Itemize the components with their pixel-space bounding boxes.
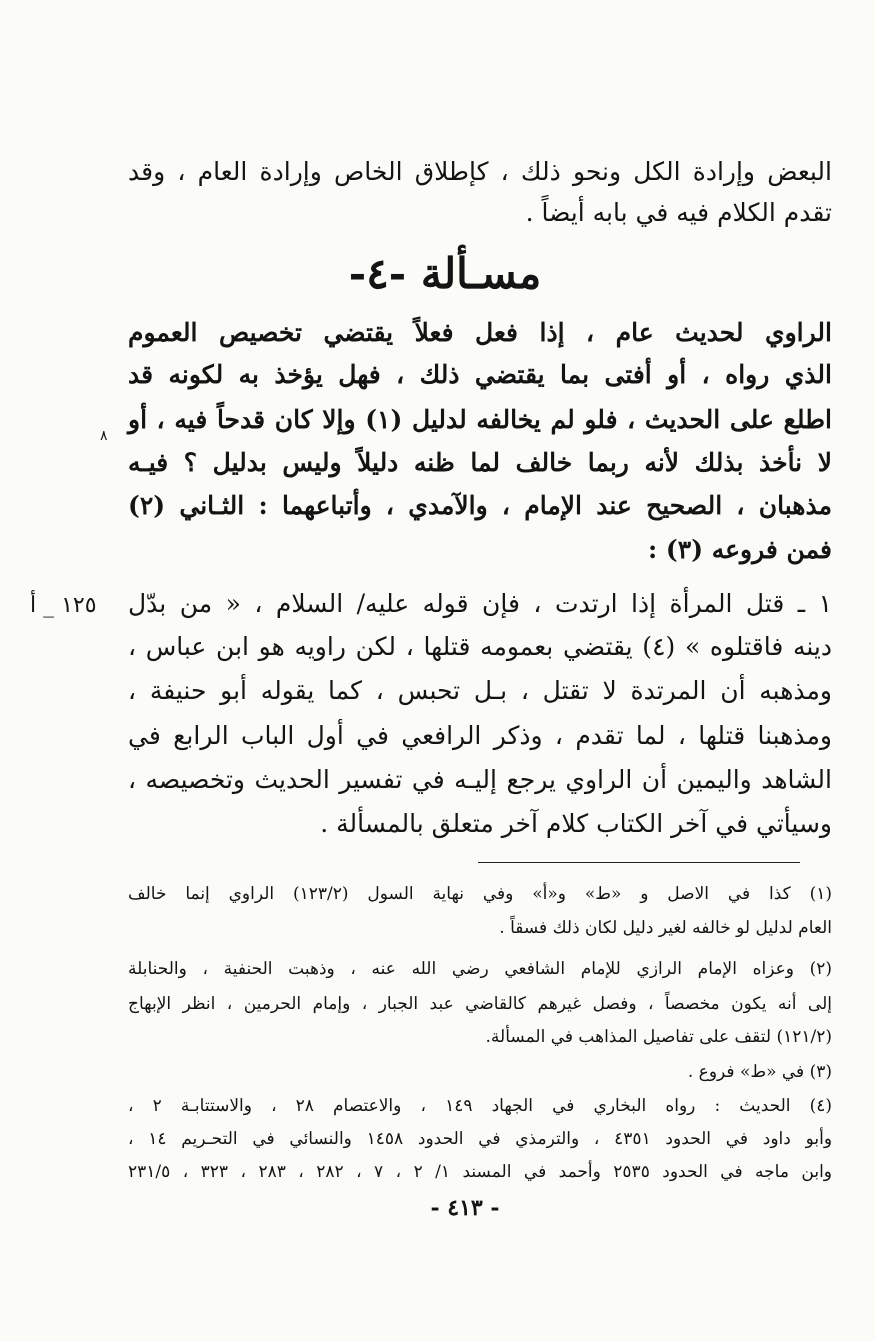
branch-line: دينه فاقتلوه » (٤) يقتضي بعمومه قتلها ، لكن راويه هو ابن عباس ، bbox=[128, 632, 833, 661]
branch-line: وسيأتي في آخر الكتاب كلام آخر متعلق بالمسألة . bbox=[320, 809, 832, 838]
intro-line: تقدم الكلام فيه في بابه أيضاً . bbox=[525, 198, 832, 227]
footnote-line: (٣) في «ط» فروع . bbox=[687, 1062, 832, 1082]
issue-line: الذي رواه ، أو أفتى بما يقتضي ذلك ، فهل يؤخذ به لكونه قد bbox=[128, 360, 832, 389]
section-heading: مسـألة -٤- bbox=[348, 249, 542, 298]
issue-line: مذهبان ، الصحيح عند الإمام ، والآمدي ، وأتباعهما : الثـاني (٢) bbox=[128, 491, 832, 520]
page-number: - ٤١٣ - bbox=[430, 1195, 500, 1221]
issue-line: فمن فروعه (٣) : bbox=[647, 535, 832, 564]
footnote-line: (١٢١/٢) لتقف على تفاصيل المذاهب في المسألة. bbox=[485, 1027, 832, 1047]
manuscript-folio-ref: ١٢٥ _ أ bbox=[30, 593, 97, 618]
footnote-line: العام لدليل لو خالفه لغير دليل لكان ذلك فسقاً . bbox=[499, 918, 832, 938]
footnote-line: وأبو داود في الحدود ٤٣٥١ ، والترمذي في الحدود ١٤٥٨ والنسائي في التحـريم ١٤ ، bbox=[128, 1129, 833, 1149]
footnote-line: إلى أنه يكون مخصصاً ، وفصل غيرهم كالقاضي عبد الجبار ، وإمام الحرمين ، انظر الإبهاج bbox=[128, 994, 832, 1014]
issue-line: اطلع على الحديث ، فلو لم يخالفه لدليل (١) وإلا كان قدحاً فيه ، أو bbox=[128, 405, 832, 434]
footnote-line: (١) كذا في الاصل و «ط» و«أ» وفي نهاية السول (١٢٣/٢) الراوي إنما خالف bbox=[128, 884, 832, 904]
issue-line: لا نأخذ بذلك لأنه ربما خالف لما ظنه دليلاً وليس بدليل ؟ فيـه bbox=[128, 448, 832, 477]
footnote-line: (٢) وعزاه الإمام الرازي للإمام الشافعي رضي الله عنه ، وذهبت الحنفية ، والحنابلة bbox=[128, 959, 832, 979]
issue-line: الراوي لحديث عام ، إذا فعل فعلاً يقتضي تخصيص العموم bbox=[128, 318, 832, 347]
branch-line: ١ ـ قتل المرأة إذا ارتدت ، فإن قوله عليه/ السلام ، « من بدّل bbox=[128, 589, 832, 618]
footnote-line: (٤) الحديث : رواه البخاري في الجهاد ١٤٩ ، والاعتصام ٢٨ ، والاستتابـة ٢ ، bbox=[128, 1096, 833, 1116]
footnote-line: وابن ماجه في الحدود ٢٥٣٥ وأحمد في المسند ١/ ٢ ، ٧ ، ٢٨٢ ، ٢٨٣ ، ٣٢٣ ، ٢٣١/٥ bbox=[128, 1162, 833, 1182]
branch-line: ومذهبه أن المرتدة لا تقتل ، بـل تحبس ، كما يقوله أبو حنيفة ، bbox=[128, 676, 832, 705]
footnote-divider bbox=[478, 862, 800, 863]
branch-line: الشاهد واليمين أن الراوي يرجع إليـه في تفسير الحديث وتخصيصه ، bbox=[128, 765, 832, 794]
intro-line: البعض وإرادة الكل ونحو ذلك ، كإطلاق الخاص وإرادة العام ، وقد bbox=[128, 157, 832, 186]
margin-mark: ٨ bbox=[100, 428, 108, 444]
branch-line: ومذهبنا قتلها ، لما تقدم ، وذكر الرافعي في أول الباب الرابع في bbox=[128, 721, 832, 750]
